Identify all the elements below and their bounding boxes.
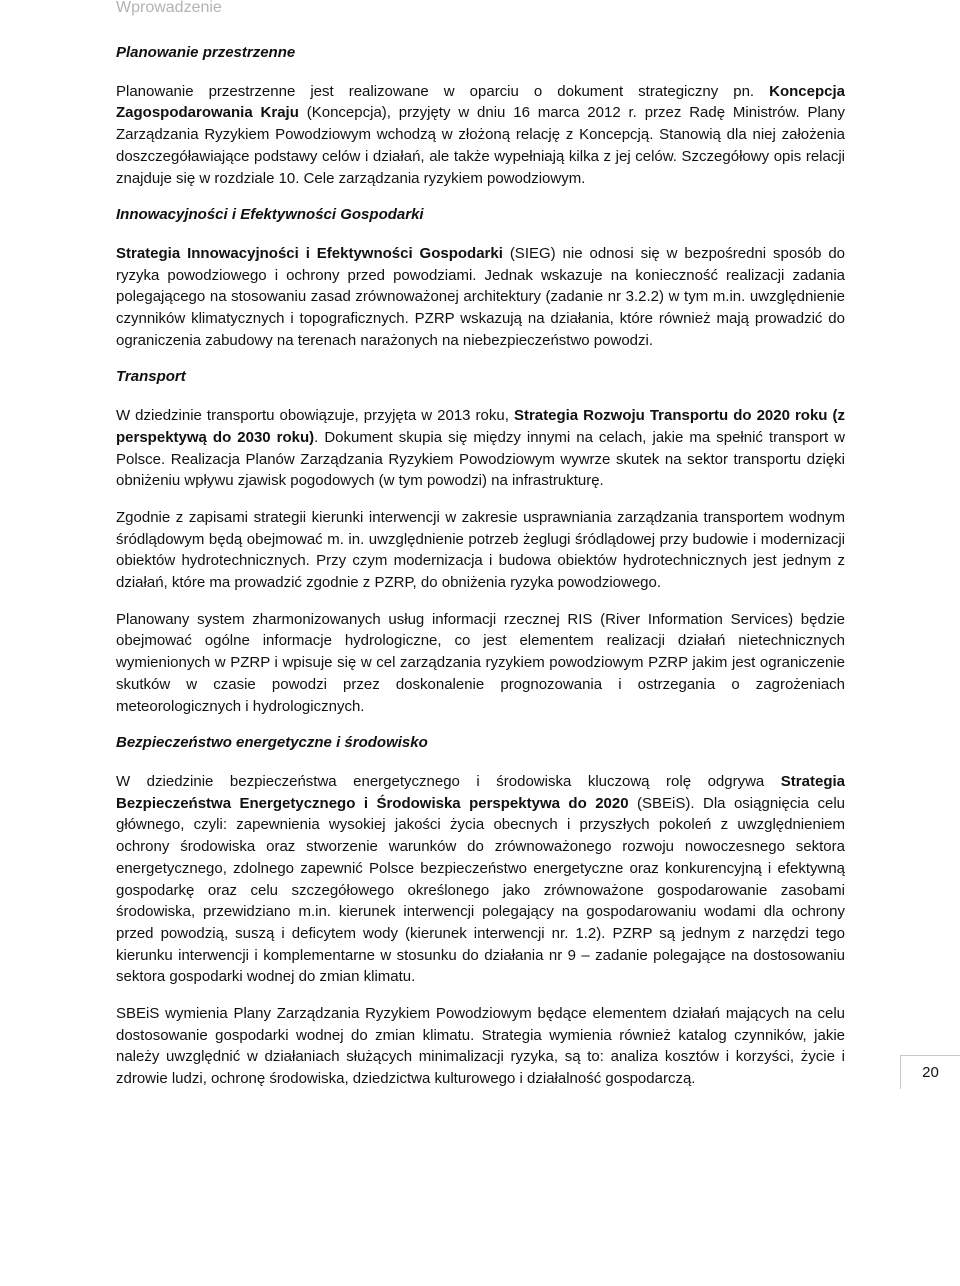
- section-heading: Planowanie przestrzenne: [116, 44, 296, 61]
- document-body: [116, 42, 845, 1105]
- paragraph: [116, 771, 845, 988]
- text-run: W dziedzinie bezpieczeństwa energetycznego i środowiska kluczową rolę odgrywa: [116, 772, 781, 790]
- bold-text-run: Strategia Innowacyjności i Efektywności Gospodarki: [116, 244, 503, 262]
- text-run: Planowanie przestrzenne jest realizowane w oparciu o dokument strategiczny pn.: [116, 82, 770, 100]
- bold-text-run: Strategia Bezpieczeństwa Energetycznego i Środowiska perspektywa do 2020: [116, 772, 845, 812]
- section-bezpieczenstwo: [116, 732, 845, 1090]
- running-header-title: Wprowadzenie: [116, 0, 222, 16]
- page-number: 20: [900, 1055, 960, 1089]
- paragraph: [116, 609, 845, 718]
- section-innowacyjnosci: [116, 204, 845, 351]
- section-transport: [116, 366, 845, 717]
- text-run: Zgodnie z zapisami strategii kierunki interwencji w zakresie usprawniania zarządzania transportem wodnym śródlądowym będą obejmować m. in. uwzględnienie potrzeb żeglugi śródlądowej przy budowie i modernizacji obiektów hydrotechnicznych. Przy czym modernizacja i budowa obiektów hydrotechnicznych jest jednym z działań, które ma prowadzić zgodnie z PZRP, do obniżenia ryzyka powodziowego.: [116, 508, 845, 592]
- bold-text-run: Strategia Rozwoju Transportu do 2020 roku (z perspektywą do 2030 roku): [116, 407, 845, 446]
- text-run: W dziedzinie transportu obowiązuje, przyjęta w 2013 roku,: [116, 407, 514, 425]
- paragraph: [116, 81, 845, 190]
- bold-text-run: Koncepcja Zagospodarowania Kraju: [116, 82, 845, 122]
- text-run: (SBEiS). Dla osiągnięcia celu głównego, czyli: zapewnienia wysokiej jakości życia obecnych i przyszłych pokoleń z uwzględnieniem ochrony środowiska oraz stworzenie warunków do zrównoważonego rozwoju nowoczesnego sektora energetycznego, zdolnego zapewnić Polsce bezpieczeństwo energetyczne oraz konkurencyjną i efektywną gospodarkę oraz celu szczegółowego określonego jako zrównoważone gospodarowanie zasobami środowiska, przewidziano m.in. kierunek interwencji polegający na gospodarowaniu wodami dla ochrony przed powodzią, suszą i deficytem wody (kierunek interwencji nr. 1.2). PZRP są jednym z narzędzi tego kierunku interwencji i komplementarne w stosunku do działania nr 9 – zadanie polegające na dostosowaniu sektora gospodarki wodnej do zmian klimatu.: [116, 794, 845, 986]
- text-run: (Koncepcja), przyjęty w dniu 16 marca 2012 r. przez Radę Ministrów. Plany Zarządzania Ryzykiem Powodziowym wchodzą w złożoną relację z Koncepcją. Stanowią dla niej założenia doszczegóławiające podstawy celów i działań, ale także wypełniają kilka z jej celów. Szczegółowy opis relacji znajduje się w rozdziale 10. Cele zarządzania ryzykiem powodziowym.: [116, 104, 845, 187]
- paragraph: [116, 243, 845, 352]
- section-heading: Bezpieczeństwo energetyczne i środowisko: [116, 734, 428, 752]
- text-run: . Dokument skupia się między innymi na celach, jakie ma spełnić transport w Polsce. Realizacja Planów Zarządzania Ryzykiem Powodziowym wywrze skutek na sektor transportu dzięki obniżeniu wpływu zjawisk pogodowych (w tym powodzi) na infrastrukturę.: [116, 428, 845, 490]
- text-run: SBEiS wymienia Plany Zarządzania Ryzykiem Powodziowym będące elementem działań mających na celu dostosowanie gospodarki wodnej do zmian klimatu. Strategia wymienia również katalog czynników, jakie należy uwzględnić w działaniach służących minimalizacji ryzyka, są to: analiza kosztów i korzyści, życie i zdrowie ludzi, ochronę środowiska, dziedzictwa kulturowego i działalność gospodarczą.: [116, 1005, 845, 1088]
- text-run: (SIEG) nie odnosi się w bezpośredni sposób do ryzyka powodziowego i ochrony przed powodziami. Jednak wskazuje na konieczność realizacji zadania polegającego na stosowaniu zasad zrównoważonej architektury (zadanie nr 3.2.2) w tym m.in. uwzględnienie czynników klimatycznych i topograficznych. PZRP wskazują na działania, które również mają prowadzić do ograniczenia zabudowy na terenach narażonych na niebezpieczeństwo powodzi.: [116, 244, 846, 349]
- paragraph: [116, 405, 845, 492]
- text-run: Planowany system zharmonizowanych usług informacji rzecznej RIS (River Information Services) będzie obejmować ogólne informacje hydrologiczne, co jest elementem realizacji działań nietechnicznych wymienionych w PZRP i wpisuje się w cel zarządzania ryzykiem powodziowym PZRP jakim jest ograniczenie skutków w czasie powodzi przez doskonalenie prognozowania i ostrzegania o zagrożeniach meteorologicznych i hydrologicznych.: [116, 610, 845, 715]
- paragraph: [116, 1003, 845, 1090]
- section-planowanie: [116, 42, 845, 189]
- paragraph: [116, 507, 845, 594]
- section-heading: Transport: [116, 368, 186, 386]
- section-heading: Innowacyjności i Efektywności Gospodarki: [116, 206, 424, 224]
